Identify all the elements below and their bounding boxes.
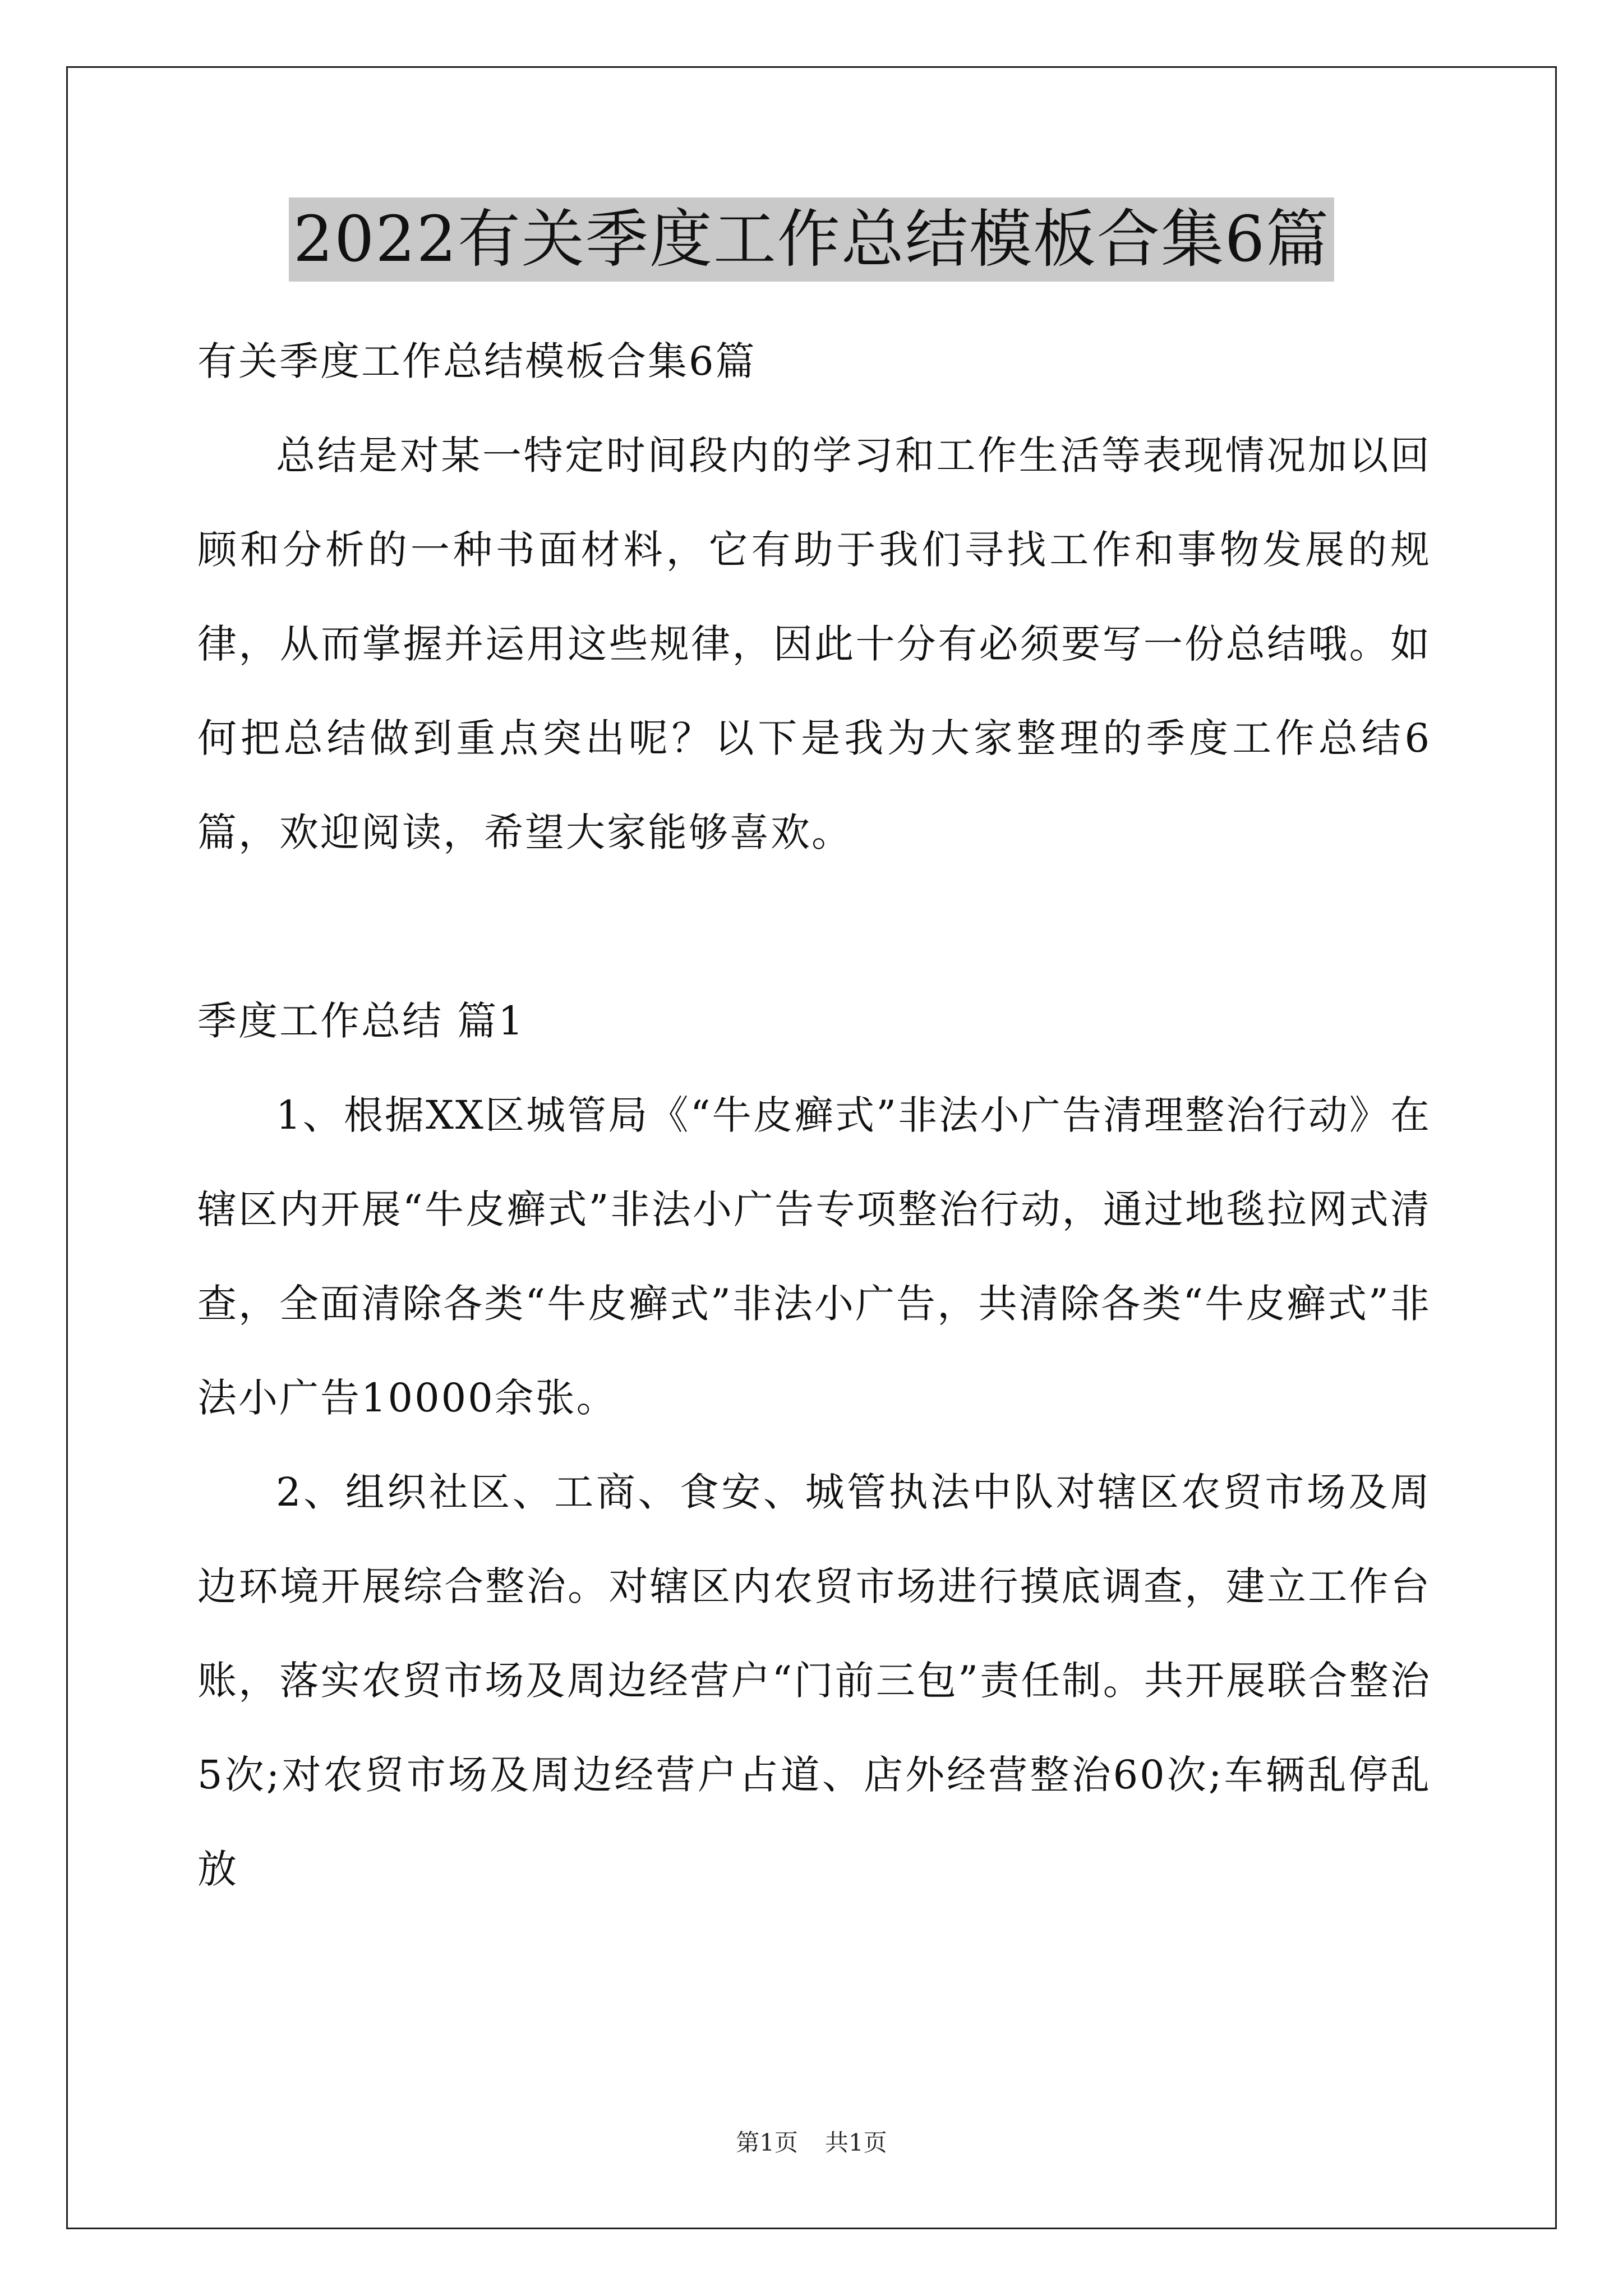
page-number-total: 共1页 — [825, 2129, 887, 2156]
page-footer — [0, 2126, 1623, 2160]
item-paragraph-1: 1、根据XX区城管局《“牛皮癣式”非法小广告清理整治行动》在辖区内开展“牛皮癣式”非法小广告专项整治行动，通过地毯拉网式清查，全面清除各类“牛皮癣式”非法小广告，共清除各类“牛皮癣式”非法小广告10000余张。 — [197, 1092, 1431, 1421]
document-body — [197, 314, 1431, 1916]
intro-paragraph: 总结是对某一特定时间段内的学习和工作生活等表现情况加以回顾和分析的一种书面材料，它有助于我们寻找工作和事物发展的规律，从而掌握并运用这些规律，因此十分有必须要写一份总结哦。如何把总结做到重点突出呢？以下是我为大家整理的季度工作总结6篇，欢迎阅读，希望大家能够喜欢。 — [197, 432, 1431, 855]
document-title: 2022有关季度工作总结模板合集6篇 — [289, 197, 1334, 282]
section-heading: 季度工作总结 篇1 — [197, 998, 525, 1044]
paragraph-spacer — [197, 880, 1431, 974]
document-subtitle: 有关季度工作总结模板合集6篇 — [197, 338, 757, 384]
title-block — [0, 197, 1623, 282]
page-number-current: 第1页 — [736, 2129, 798, 2156]
item-paragraph-2: 2、组织社区、工商、食安、城管执法中队对辖区农贸市场及周边环境开展综合整治。对辖区内农贸市场进行摸底调查，建立工作台账，落实农贸市场及周边经营户“门前三包”责任制。共开展联合整治5次;对农贸市场及周边经营户占道、店外经营整治60次;车辆乱停乱放 — [197, 1469, 1431, 1892]
